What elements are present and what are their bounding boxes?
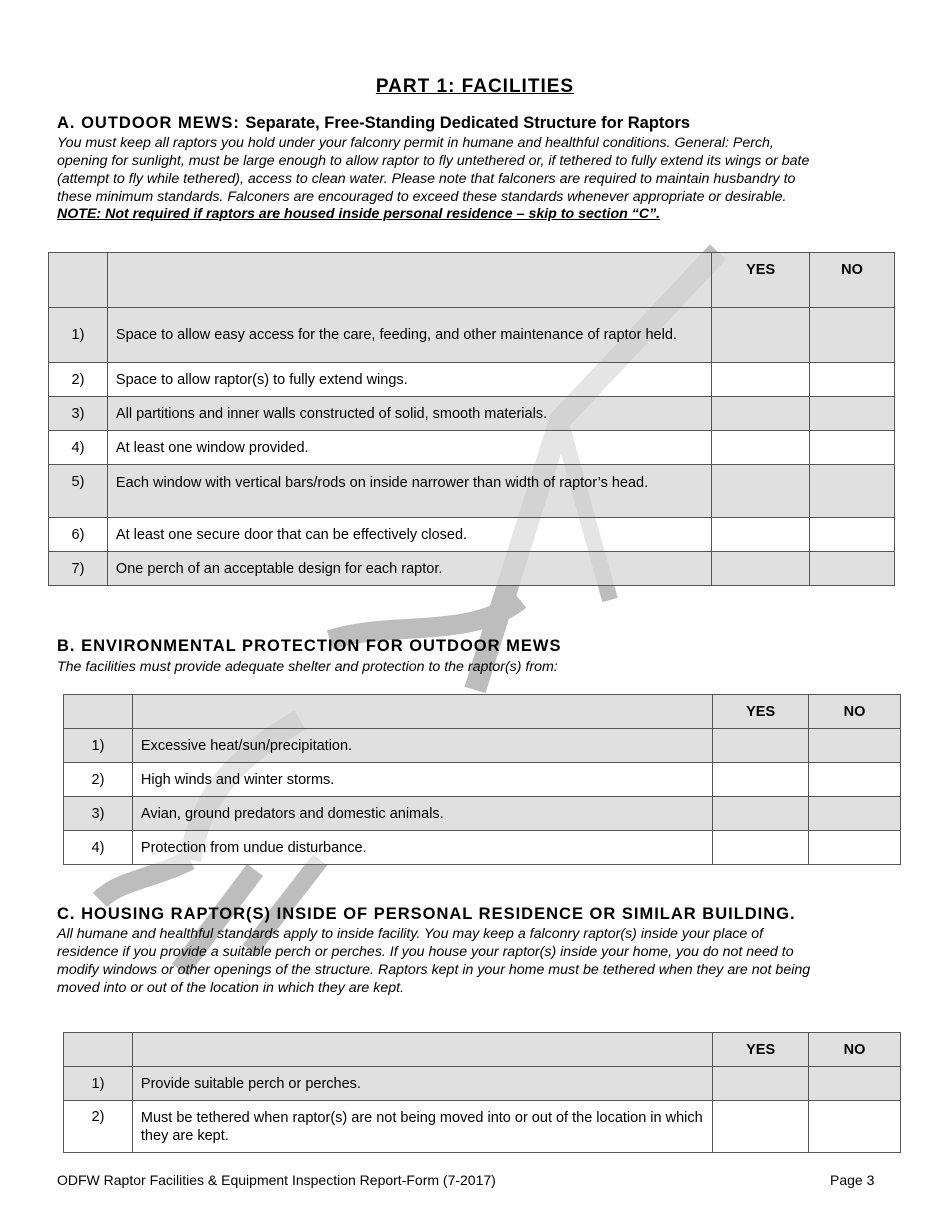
row-number: 5) — [49, 465, 108, 518]
table-row — [64, 1101, 901, 1153]
no-checkbox-cell[interactable] — [809, 1101, 901, 1153]
header-text-cell — [132, 1033, 712, 1067]
table-row — [49, 431, 895, 465]
row-number: 4) — [64, 831, 133, 865]
section-b-heading: B. ENVIRONMENTAL PROTECTION FOR OUTDOOR MEWS — [57, 637, 562, 655]
yes-checkbox-cell[interactable] — [713, 729, 809, 763]
row-text: Excessive heat/sun/precipitation. — [132, 729, 712, 763]
page-title: PART 1: FACILITIES — [375, 76, 575, 97]
footer-page-number: Page 3 — [830, 1172, 875, 1188]
section-a-heading — [57, 114, 690, 133]
table-row — [64, 797, 901, 831]
no-checkbox-cell[interactable] — [809, 729, 901, 763]
no-checkbox-cell[interactable] — [810, 397, 895, 431]
table-row — [49, 518, 895, 552]
table-row — [64, 763, 901, 797]
yes-checkbox-cell[interactable] — [712, 431, 810, 465]
table-row — [49, 465, 895, 518]
yes-checkbox-cell[interactable] — [712, 363, 810, 397]
header-text-cell — [107, 253, 711, 308]
table-row — [49, 397, 895, 431]
table-header-row — [64, 695, 901, 729]
section-b-intro: The facilities must provide adequate shelter and protection to the raptor(s) from: — [57, 659, 558, 675]
row-text: Avian, ground predators and domestic animals. — [132, 797, 712, 831]
row-number: 4) — [49, 431, 108, 465]
no-checkbox-cell[interactable] — [810, 552, 895, 586]
section-a-table — [48, 252, 895, 586]
no-checkbox-cell[interactable] — [810, 465, 895, 518]
no-checkbox-cell[interactable] — [810, 363, 895, 397]
section-b-table — [63, 694, 901, 865]
no-checkbox-cell[interactable] — [809, 763, 901, 797]
section-a-line: opening for sunlight, must be large enough to allow raptor to fly untethered or, if tethered to fully extend its wings or bate — [57, 153, 810, 169]
row-number: 7) — [49, 552, 108, 586]
table-row — [64, 729, 901, 763]
yes-checkbox-cell[interactable] — [713, 763, 809, 797]
row-number: 1) — [64, 1067, 133, 1101]
section-a-description — [57, 134, 897, 206]
row-number: 6) — [49, 518, 108, 552]
row-text: All partitions and inner walls constructed of solid, smooth materials. — [107, 397, 711, 431]
yes-checkbox-cell[interactable] — [713, 1067, 809, 1101]
header-num-cell — [49, 253, 108, 308]
yes-checkbox-cell[interactable] — [712, 308, 810, 363]
row-number: 1) — [49, 308, 108, 363]
section-a-heading-suffix: Separate, Free-Standing Dedicated Structure for Raptors — [245, 114, 691, 132]
section-a-line: (attempt to fly while tethered), access to clean water. Please note that falconers are required to maintain husbandry to — [57, 171, 796, 187]
table-row — [49, 308, 895, 363]
header-num-cell — [64, 695, 133, 729]
section-c-heading: C. HOUSING RAPTOR(S) INSIDE OF PERSONAL RESIDENCE OR SIMILAR BUILDING. — [57, 905, 796, 923]
no-checkbox-cell[interactable] — [810, 518, 895, 552]
row-text: Space to allow easy access for the care, feeding, and other maintenance of raptor held. — [107, 308, 711, 363]
row-text: At least one window provided. — [107, 431, 711, 465]
no-checkbox-cell[interactable] — [810, 431, 895, 465]
table-header-row — [64, 1033, 901, 1067]
row-text: At least one secure door that can be effectively closed. — [107, 518, 711, 552]
yes-checkbox-cell[interactable] — [712, 465, 810, 518]
row-text: Space to allow raptor(s) to fully extend wings. — [107, 363, 711, 397]
table-header-row — [49, 253, 895, 308]
row-text: High winds and winter storms. — [132, 763, 712, 797]
row-text: Must be tethered when raptor(s) are not being moved into or out of the location in which they are kept. — [132, 1101, 712, 1153]
row-number: 1) — [64, 729, 133, 763]
table-row — [64, 831, 901, 865]
footer-form-title: ODFW Raptor Facilities & Equipment Inspection Report-Form (7-2017) — [57, 1172, 496, 1188]
header-no: NO — [809, 695, 901, 729]
yes-checkbox-cell[interactable] — [713, 1101, 809, 1153]
header-no: NO — [810, 253, 895, 308]
section-a-heading-prefix: A. OUTDOOR MEWS: — [57, 114, 240, 132]
header-yes: YES — [713, 695, 809, 729]
row-text: Protection from undue disturbance. — [132, 831, 712, 865]
section-a-line: You must keep all raptors you hold under your falconry permit in humane and healthful conditions. General: Perch, — [57, 135, 774, 151]
section-c-description — [57, 925, 897, 997]
section-c-line: residence if you provide a suitable perch or perches. If you house your raptor(s) inside your home, you do not need to — [57, 944, 794, 960]
row-number: 2) — [64, 763, 133, 797]
no-checkbox-cell[interactable] — [809, 831, 901, 865]
header-yes: YES — [712, 253, 810, 308]
section-c-table — [63, 1032, 901, 1153]
yes-checkbox-cell[interactable] — [713, 831, 809, 865]
table-row — [64, 1067, 901, 1101]
row-number: 2) — [49, 363, 108, 397]
yes-checkbox-cell[interactable] — [713, 797, 809, 831]
row-number: 3) — [49, 397, 108, 431]
row-text: Provide suitable perch or perches. — [132, 1067, 712, 1101]
header-text-cell — [132, 695, 712, 729]
section-c-line: modify windows or other openings of the structure. Raptors kept in your home must be tethered when they are not being — [57, 962, 811, 978]
yes-checkbox-cell[interactable] — [712, 552, 810, 586]
row-number: 3) — [64, 797, 133, 831]
yes-checkbox-cell[interactable] — [712, 397, 810, 431]
section-a-line: these minimum standards. Falconers are encouraged to exceed these standards whenever appropriate or desirable. — [57, 189, 787, 205]
section-c-line: All humane and healthful standards apply to inside facility. You may keep a falconry raptor(s) inside your place of — [57, 926, 764, 942]
no-checkbox-cell[interactable] — [810, 308, 895, 363]
row-text: One perch of an acceptable design for each raptor. — [107, 552, 711, 586]
section-c-line: moved into or out of the location in which they are kept. — [57, 980, 405, 996]
row-number: 2) — [64, 1101, 133, 1153]
section-a-note: NOTE: Not required if raptors are housed inside personal residence – skip to section “C”. — [57, 206, 661, 222]
no-checkbox-cell[interactable] — [809, 797, 901, 831]
table-row — [49, 552, 895, 586]
header-no: NO — [809, 1033, 901, 1067]
no-checkbox-cell[interactable] — [809, 1067, 901, 1101]
row-text: Each window with vertical bars/rods on inside narrower than width of raptor’s head. — [107, 465, 711, 518]
table-row — [49, 363, 895, 397]
header-yes: YES — [713, 1033, 809, 1067]
yes-checkbox-cell[interactable] — [712, 518, 810, 552]
header-num-cell — [64, 1033, 133, 1067]
